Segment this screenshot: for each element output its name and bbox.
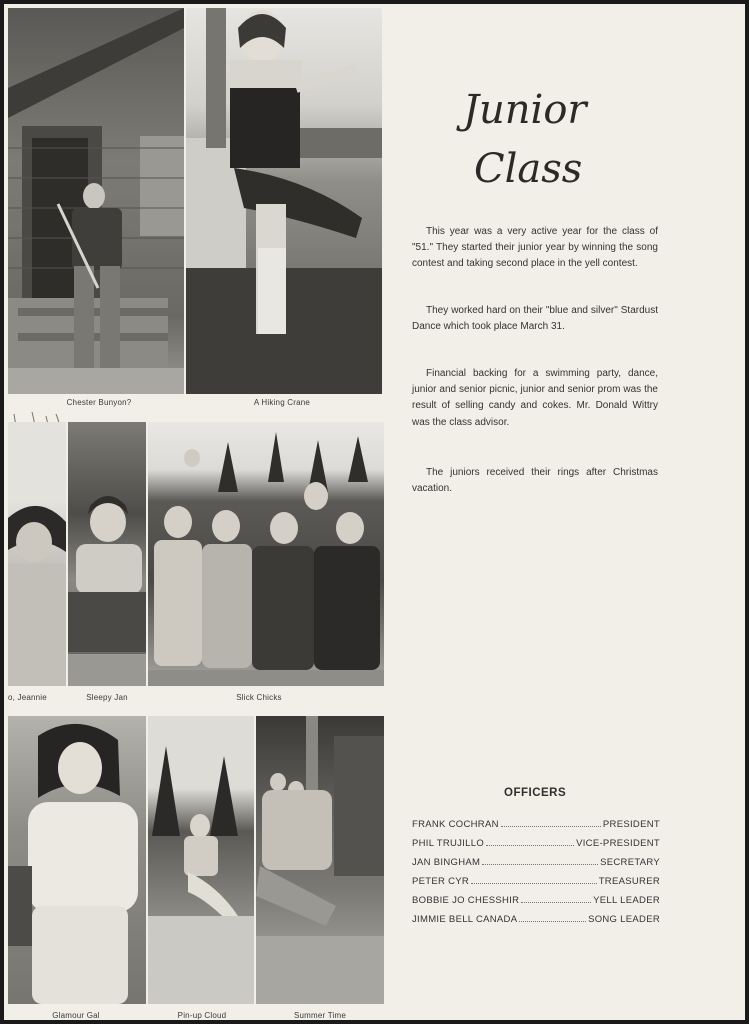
officer-name: PETER CYR (412, 876, 470, 887)
caption-pin-up-cloud: Pin-up Cloud (177, 1011, 227, 1020)
leader-dots (486, 837, 574, 846)
leader-dots (519, 913, 586, 922)
officer-row (412, 894, 660, 908)
officer-role: PRESIDENT (602, 819, 660, 830)
officer-row (412, 837, 660, 851)
officer-name: FRANK COCHRAN (412, 819, 499, 830)
officer-role: SECRETARY (600, 857, 660, 868)
officer-role: YELL LEADER (593, 895, 660, 906)
photo-hiking-crane (186, 8, 382, 394)
officer-role: TREASURER (598, 876, 660, 887)
paragraph-2: They worked hard on their "blue and silver" Stardust Dance which took place March 31. (412, 305, 658, 333)
paragraph-1: This year was a very active year for the class of "51." They started their junior year by winning the song contest and taking second place in the yell contest. (412, 226, 658, 270)
leader-dots (471, 875, 597, 884)
caption-chester-bunyon: Chester Bunyon? (66, 398, 132, 407)
officers-heading: OFFICERS (504, 787, 567, 799)
officer-role: VICE-PRESIDENT (576, 838, 660, 849)
photo-glamour-gal (8, 716, 146, 1004)
caption-glamour-gal: Glamour Gal (52, 1011, 100, 1020)
officer-name: JAN BINGHAM (412, 857, 481, 868)
paragraph-3: Financial backing for a swimming party, dance, junior and senior picnic, junior and senior prom was the result of selling candy and cokes. Mr. Donald Wittry was the class advisor. (412, 368, 658, 428)
caption-hiking-crane: A Hiking Crane (253, 398, 311, 407)
photo-sleepy-jan (68, 422, 146, 686)
leader-dots (501, 818, 601, 827)
photo-chester-bunyon (8, 8, 184, 394)
officer-role: SONG LEADER (588, 914, 660, 925)
photo-jeannie (8, 422, 66, 686)
page-title-line1: Junior (463, 87, 587, 133)
caption-summer-time: Summer Time (294, 1011, 346, 1020)
photo-pin-up-cloud (148, 716, 254, 1004)
caption-slick-chicks: Slick Chicks (236, 693, 282, 702)
officer-row (412, 913, 660, 927)
paragraph-4: The juniors received their rings after Christmas vacation. (412, 467, 658, 495)
officer-name: JIMMIE BELL CANADA (412, 914, 518, 925)
photo-summer-time (256, 716, 384, 1004)
officer-row (412, 818, 660, 832)
officer-row (412, 875, 660, 889)
photo-slick-chicks (148, 422, 384, 686)
leader-dots (482, 856, 598, 865)
officer-row (412, 856, 660, 870)
leader-dots (521, 894, 591, 903)
page-title-line2: Class (474, 146, 583, 192)
officer-name: PHIL TRUJILLO (412, 838, 485, 849)
caption-jeannie: o, Jeannie (8, 693, 47, 702)
officer-name: BOBBIE JO CHESSHIR (412, 895, 520, 906)
caption-sleepy-jan: Sleepy Jan (86, 693, 128, 702)
